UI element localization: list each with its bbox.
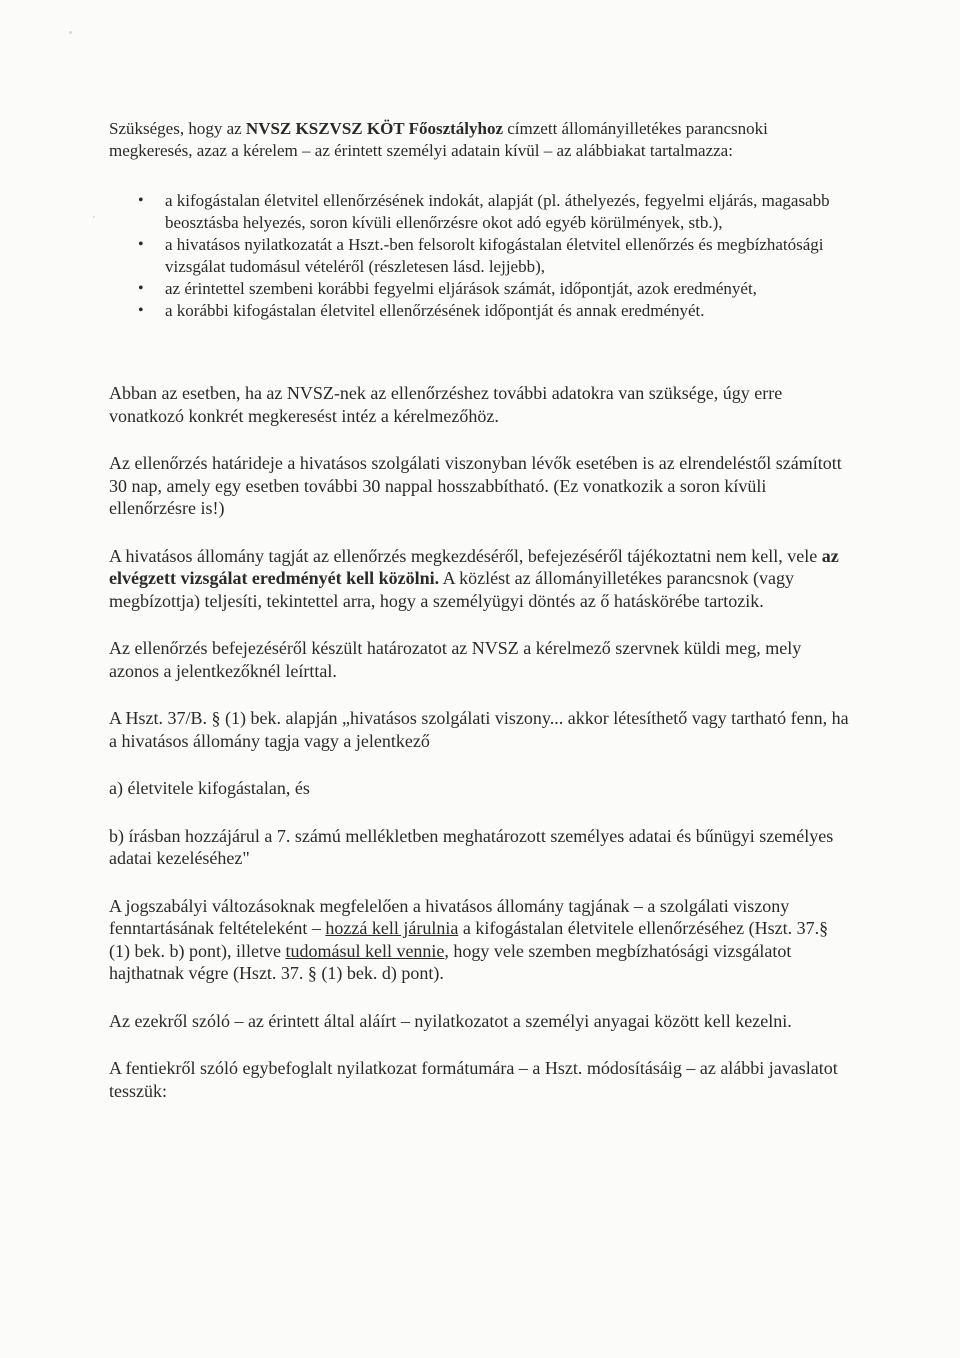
requirements-list <box>109 190 849 322</box>
paragraph-deadline: Az ellenőrzés határideje a hivatásos szolgálati viszonyban lévők esetében is az elrendeléstől számított 30 nap, amely egy esetben további 30 nappal hosszabbítható. (Ez vonatkozik a soron kívüli ellenőrzésre is!) <box>109 453 842 518</box>
legal-changes-underline-2: tudomásul kell vennie <box>285 940 445 961</box>
intro-text-1: Szükséges, hogy az <box>109 119 246 138</box>
notification-text-1: A hivatásos állomány tagját az ellenőrzés megkezdéséről, befejezéséről tájékoztatni nem kell, vele <box>109 545 822 566</box>
notification-bold: az elvégzett vizsgálat eredményét kell közölni. <box>109 545 839 588</box>
paragraph-legal-changes <box>109 895 849 985</box>
paragraph-notification <box>109 545 849 613</box>
paragraph-declaration-storage: Az ezekről szóló – az érintett által aláírt – nyilatkozatot a személyi anyagai között kell kezelni. <box>109 1010 792 1031</box>
intro-bold-department: NVSZ KSZVSZ KÖT Főosztályhoz <box>245 119 504 138</box>
notification-text-2: A közlést az állományilletékes parancsnok (vagy megbízottja) teljesíti, tekintettel arra, hogy a személyügyi döntés az ő hatáskörébe tartozik. <box>109 568 794 611</box>
list-item: • a kifogástalan életvitel ellenőrzésének indokát, alapját (pl. áthelyezés, fegyelmi eljárás, magasabb beosztásba helyezés, soron kívüli ellenőrzésre okot adó egyéb körülmények, stb.), <box>109 190 849 234</box>
paragraph-resolution: Az ellenőrzés befejezéséről készült határozatot az NVSZ a kérelmező szervnek küldi meg, mely azonos a jelentkezőknél leírttal. <box>109 638 802 681</box>
list-item: • az érintettel szembeni korábbi fegyelmi eljárások számát, időpontját, azok eredményét, <box>109 278 849 300</box>
scan-speck <box>69 31 72 34</box>
intro-text-2: címzett állományilletékes parancsnoki megkeresés, azaz a kérelem – az érintett személyi adatain kívül – az alábbiakat tartalmazza: <box>109 119 768 160</box>
legal-changes-underline-1: hozzá kell járulnia <box>325 918 459 938</box>
document-page <box>109 118 849 1102</box>
list-item: • a hivatásos nyilatkozatát a Hszt.-ben felsorolt kifogástalan életvitel ellenőrzés és megbízhatósági vizsgálat tudomásul vételéről (részletesen lásd. lejjebb), <box>109 234 849 278</box>
intro-paragraph <box>109 118 849 162</box>
paragraph-legal-quote: A Hszt. 37/B. § (1) bek. alapján „hivatásos szolgálati viszony... akkor létesíthető vagy tartható fenn, ha a hivatásos állomány tagja vagy a jelentkező <box>109 708 849 751</box>
scan-speck <box>93 216 95 218</box>
paragraph-additional-data: Abban az esetben, ha az NVSZ-nek az ellenőrzéshez további adatokra van szüksége, úgy erre vonatkozó konkrét megkeresést intéz a kérelmezőhöz. <box>109 383 783 426</box>
paragraph-proposal: A fentiekről szóló egybefoglalt nyilatkozat formátumára – a Hszt. módosításáig – az alábbi javaslatot tesszük: <box>109 1058 838 1101</box>
paragraph-condition-a: a) életvitele kifogástalan, és <box>109 778 310 798</box>
legal-changes-text-2: a kifogástalan életvitele ellenőrzéséhez (Hszt. 37.§ (1) bek. b) pont), illetve <box>109 918 829 961</box>
paragraph-condition-b: b) írásban hozzájárul a 7. számú mellékletben meghatározott személyes adatai és bűnügyi személyes adatai kezeléséhez" <box>109 825 834 868</box>
legal-changes-text-1: A jogszabályi változásoknak megfelelően a hivatásos állomány tagjának – a szolgálati viszony fenntartásának feltételeként – <box>109 895 790 938</box>
list-item: • a korábbi kifogástalan életvitel ellenőrzésének időpontját és annak eredményét. <box>109 300 849 322</box>
legal-changes-text-3: , hogy vele szemben megbízhatósági vizsgálatot hajthatnak végre (Hszt. 37. § (1) bek. d) pont). <box>109 940 792 983</box>
